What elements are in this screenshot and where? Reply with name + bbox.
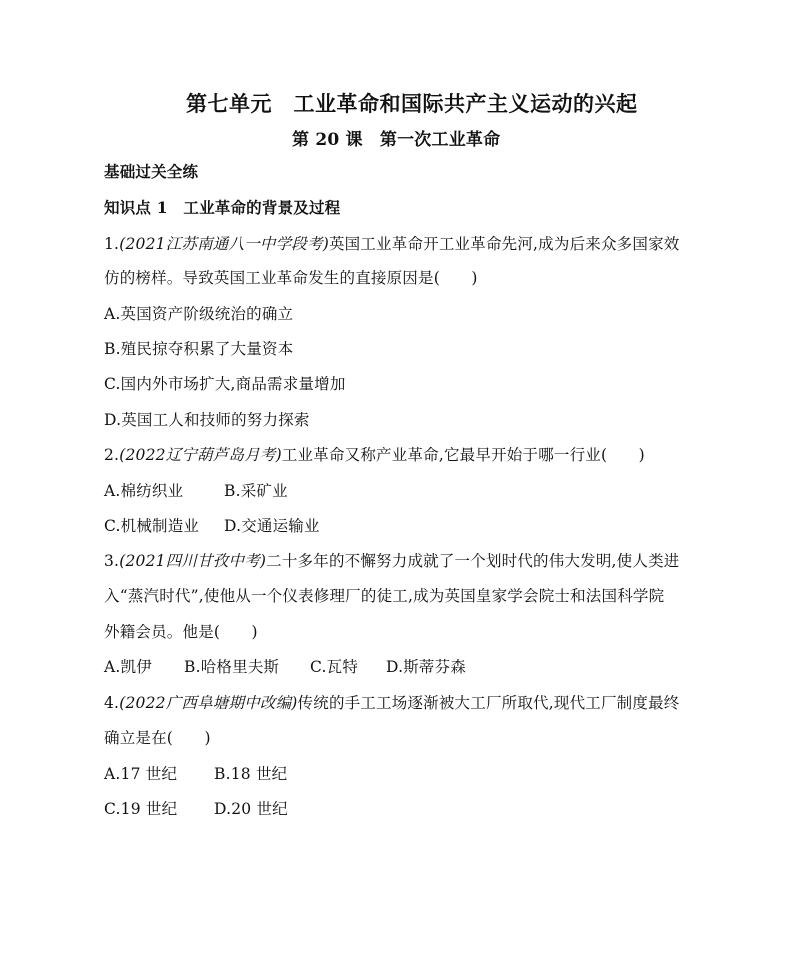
question-4-option-d: D.20 世纪 [214,800,288,818]
question-2-options-row-2 [104,514,320,536]
question-4-text: 传统的手工工场逐渐被大工厂所取代,现代工厂制度最终 [297,694,680,712]
knowledge-point-heading: 知识点 1 工业革命的背景及过程 [104,198,341,217]
question-1-source: (2021江苏南通八一中学段考) [119,235,329,253]
question-4-line-1 [104,691,679,713]
question-4-source: (2022广西阜塘期中改编) [119,694,298,712]
question-3-line-1 [104,549,680,571]
question-4-number: 4. [104,694,120,712]
question-2-options-row-1 [104,479,288,501]
lesson-title: 第 20 课 第一次工业革命 [292,130,501,150]
question-4-option-b: B.18 世纪 [214,765,288,783]
unit-title: 第七单元 工业革命和国际共产主义运动的兴起 [186,91,638,116]
question-1-option-a: A.英国资产阶级统治的确立 [104,305,294,323]
question-2-option-b: B.采矿业 [224,482,288,500]
question-2-option-d: D.交通运输业 [224,517,320,535]
question-1-number: 1. [104,235,120,253]
question-1-option-d: D.英国工人和技师的努力探索 [104,411,310,429]
question-1-line-2: 仿的榜样。导致英国工业革命发生的直接原因是( ) [104,269,478,287]
question-1-line-1 [104,232,679,254]
question-4-option-c: C.19 世纪 [104,800,178,818]
question-4-option-a: A.17 世纪 [104,765,178,783]
question-4-line-2: 确立是在( ) [104,729,211,747]
section-heading: 基础过关全练 [104,162,199,181]
question-2-number: 2. [104,446,120,464]
question-2-option-a: A.棉纺织业 [104,482,184,500]
question-1-option-c: C.国内外市场扩大,商品需求量增加 [104,375,346,393]
question-2-text: 工业革命又称产业革命,它最早开始于哪一行业( ) [281,446,645,464]
question-4-options-row-2 [104,797,288,819]
question-3-options-row [104,655,466,677]
question-3-option-d: D.斯蒂芬森 [386,658,467,676]
question-2-option-c: C.机械制造业 [104,517,200,535]
question-3-option-b: B.哈格里夫斯 [184,658,280,676]
question-2-source: (2022辽宁葫芦岛月考) [119,446,282,464]
question-3-line-3: 外籍会员。他是( ) [104,623,258,641]
question-1-text: 英国工业革命开工业革命先河,成为后来众多国家效 [328,235,680,253]
question-3-number: 3. [104,552,120,570]
question-1-option-b: B.殖民掠夺积累了大量资本 [104,340,294,358]
question-2-line-1 [104,443,645,465]
question-4-options-row-1 [104,762,287,784]
question-3-option-a: A.凯伊 [104,658,152,676]
question-3-text: 二十多年的不懈努力成就了一个划时代的伟大发明,使人类进 [266,552,680,570]
question-3-source: (2021四川甘孜中考) [119,552,267,570]
question-3-line-2: 入“蒸汽时代”,使他从一个仪表修理厂的徒工,成为英国皇家学会院士和法国科学院 [104,587,665,605]
question-3-option-c: C.瓦特 [310,658,359,676]
